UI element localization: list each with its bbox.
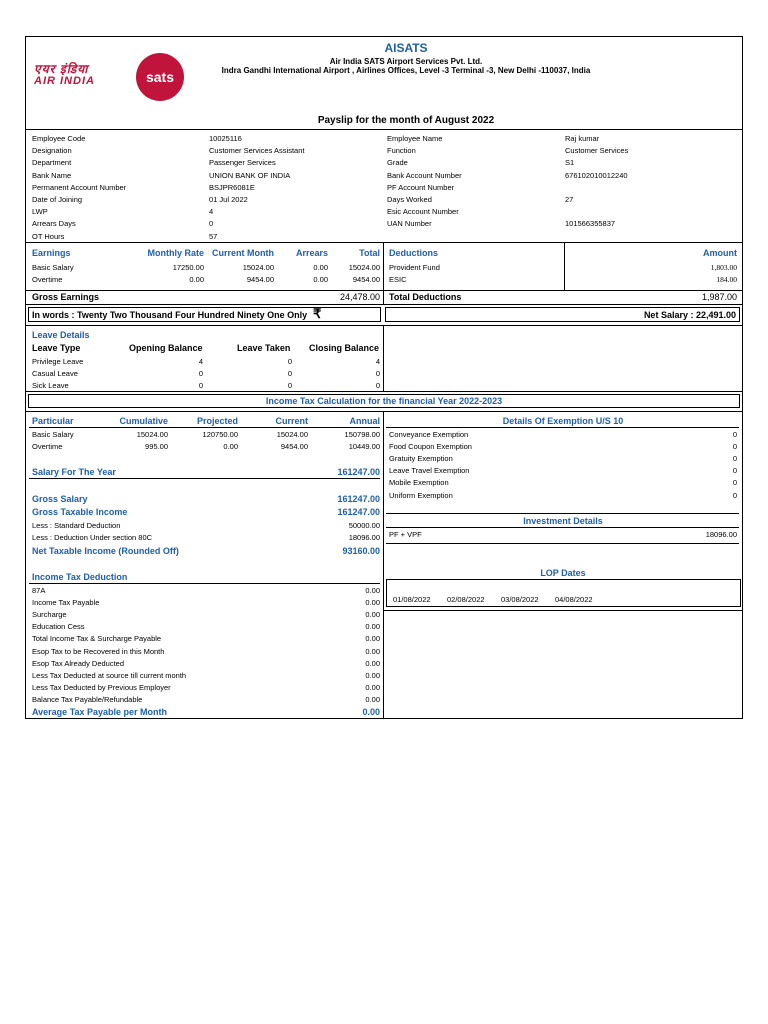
net-salary-text: Net Salary : 22,491.00 xyxy=(643,310,736,320)
gross-salary-value: 161247.00 xyxy=(337,494,380,504)
particular-name: Basic Salary xyxy=(32,430,74,439)
particular-current: 15024.00 xyxy=(276,430,308,439)
employee-field-label: LWP xyxy=(32,207,48,217)
net-taxable-label: Net Taxable Income (Rounded Off) xyxy=(32,546,179,556)
particular-projected: 120750.00 xyxy=(202,430,238,439)
exemption-value: 0 xyxy=(732,490,737,500)
avg-tax-label: Average Tax Payable per Month xyxy=(32,707,168,717)
particular-annual: 150798.00 xyxy=(344,430,380,439)
particular-cumulative: 995.00 xyxy=(145,442,168,451)
projected-header: Projected xyxy=(196,416,238,426)
employee-field-value: Raj kumar xyxy=(565,134,600,143)
exemption-value: 0 xyxy=(732,454,737,464)
less-item-label: Less : Deduction Under section 80C xyxy=(32,533,153,542)
employee-field-value: 101566355837 xyxy=(565,219,616,229)
exemption-value: 0 xyxy=(732,466,737,476)
employee-field-value: S1 xyxy=(565,158,575,168)
tax-item-label: Income Tax Payable xyxy=(32,598,100,608)
lop-date: 02/08/2022 xyxy=(447,595,485,604)
investment-title: Investment Details xyxy=(523,516,603,526)
tax-item-value: 0.00 xyxy=(365,670,380,680)
tax-item-label: Total Income Tax & Surcharge Payable xyxy=(32,634,162,644)
tax-item-value: 0.00 xyxy=(365,658,380,668)
page-title: Payslip for the month of August 2022 xyxy=(317,115,495,126)
lop-dates-box xyxy=(386,579,741,607)
employee-field-label: OT Hours xyxy=(32,231,65,241)
logo-hindi-text: एयर इंडिया xyxy=(34,62,89,76)
particular-projected: 0.00 xyxy=(223,442,238,451)
employee-field-value: UNION BANK OF INDIA xyxy=(209,170,291,180)
current-header: Current xyxy=(275,416,308,426)
employee-field-value: 0 xyxy=(209,219,214,229)
deduction-name: Provident Fund xyxy=(389,263,440,272)
salary-for-year-label: Salary For The Year xyxy=(32,467,116,477)
investment-value: 18096.00 xyxy=(705,530,737,539)
deduction-amount: 1,803.00 xyxy=(710,263,737,272)
earning-arrears: 0.00 xyxy=(313,263,328,272)
employee-field-value: BSJPR6081E xyxy=(209,182,255,192)
net-taxable-value: 93160.00 xyxy=(342,546,380,556)
leave-opening: 4 xyxy=(198,357,203,366)
exemption-label: Gratuity Exemption xyxy=(389,454,453,464)
employee-field-label: Esic Account Number xyxy=(387,207,459,217)
deduction-name: ESIC xyxy=(389,275,407,284)
leave-details-title: Leave Details xyxy=(32,330,90,340)
tax-item-value: 0.00 xyxy=(365,682,380,692)
earning-name: Basic Salary xyxy=(32,263,74,272)
company-address: Indra Gandhi International Airport , Airlines Offices, Level -3 Terminal -3, New Delhi -110037, India xyxy=(221,66,591,75)
total-header: Total xyxy=(359,248,380,258)
current-month-header: Current Month xyxy=(212,248,274,258)
employee-field-label: UAN Number xyxy=(387,219,432,229)
tax-item-value: 0.00 xyxy=(365,586,380,595)
particular-current: 9454.00 xyxy=(280,442,308,451)
employee-field-label: Designation xyxy=(32,146,72,156)
employee-field-value: 4 xyxy=(209,207,214,217)
leave-closing: 0 xyxy=(375,381,380,390)
tax-item-label: Surcharge xyxy=(32,610,67,620)
leave-closing: 4 xyxy=(375,357,380,366)
gross-taxable-label: Gross Taxable Income xyxy=(32,507,128,517)
lop-date: 03/08/2022 xyxy=(501,595,539,604)
tax-item-label: Less Tax Deducted at source till current month xyxy=(32,670,187,680)
tax-item-value: 0.00 xyxy=(365,646,380,656)
employee-field-value: 57 xyxy=(209,231,218,241)
exemption-label: Food Coupon Exemption xyxy=(389,442,472,452)
employee-field-value: Customer Services Assistant xyxy=(209,146,305,156)
particular-annual: 10449.00 xyxy=(348,442,380,451)
employee-field-label: Bank Name xyxy=(32,170,72,180)
leave-type: Casual Leave xyxy=(32,369,78,378)
earning-current-month: 15024.00 xyxy=(242,263,274,272)
employee-field-label: Department xyxy=(32,158,72,168)
particular-header: Particular xyxy=(32,416,74,426)
in-words-text: In words : Twenty Two Thousand Four Hundred Ninety One Only xyxy=(32,310,308,320)
earning-total: 15024.00 xyxy=(348,263,380,272)
tax-item-value: 0.00 xyxy=(365,634,380,644)
exemption-label: Uniform Exemption xyxy=(389,490,453,500)
leave-taken-header: Leave Taken xyxy=(237,343,291,353)
lop-date: 04/08/2022 xyxy=(555,595,593,604)
exemption-value: 0 xyxy=(732,478,737,488)
net-salary-box xyxy=(385,307,740,322)
exemption-label: Conveyance Exemption xyxy=(389,430,469,439)
earning-arrears: 0.00 xyxy=(313,275,328,284)
employee-field-label: Function xyxy=(387,146,416,156)
deduction-amount: 184.00 xyxy=(716,275,737,284)
tax-item-label: 87A xyxy=(32,586,46,595)
earnings-header: Earnings xyxy=(32,248,71,258)
total-deductions-value: 1,987.00 xyxy=(701,292,737,302)
exemption-value: 0 xyxy=(732,430,737,439)
avg-tax-value: 0.00 xyxy=(362,707,380,717)
leave-opening: 0 xyxy=(198,369,203,378)
leave-closing: 0 xyxy=(375,369,380,378)
rupee-icon: ₹ xyxy=(313,306,322,321)
particular-cumulative: 15024.00 xyxy=(136,430,168,439)
employee-field-value: Customer Services xyxy=(565,146,629,156)
earning-monthly-rate: 17250.00 xyxy=(172,263,204,272)
earning-monthly-rate: 0.00 xyxy=(189,275,204,284)
sats-logo-text: sats xyxy=(145,69,175,85)
tax-item-value: 0.00 xyxy=(365,598,380,608)
gross-taxable-value: 161247.00 xyxy=(337,507,380,517)
in-words-box xyxy=(28,307,381,322)
deductions-table xyxy=(384,244,742,290)
income-tax-title-box xyxy=(28,394,740,408)
leave-taken: 0 xyxy=(287,369,292,378)
exemption-value: 0 xyxy=(732,442,737,452)
cumulative-header: Cumulative xyxy=(119,416,168,426)
less-item-value: 50000.00 xyxy=(348,521,380,530)
employee-field-value: 676102010012240 xyxy=(565,170,628,180)
exemption-title: Details Of Exemption U/S 10 xyxy=(502,416,624,426)
earnings-table xyxy=(26,244,383,290)
opening-balance-header: Opening Balance xyxy=(129,343,203,353)
leave-opening: 0 xyxy=(198,381,203,390)
sats-logo xyxy=(136,53,184,101)
total-deductions-label: Total Deductions xyxy=(389,292,462,302)
annual-header: Annual xyxy=(349,416,380,426)
income-tax-title: Income Tax Calculation for the financial Year 2022-2023 xyxy=(265,396,503,406)
tax-item-value: 0.00 xyxy=(365,694,380,704)
tax-item-value: 0.00 xyxy=(365,610,380,620)
employee-field-label: Date of Joining xyxy=(32,195,83,204)
tax-item-value: 0.00 xyxy=(365,622,380,632)
deductions-header: Deductions xyxy=(389,248,439,258)
employee-field-value: 27 xyxy=(565,195,574,204)
lop-dates-title: LOP Dates xyxy=(540,568,586,578)
income-tax-deduction-title: Income Tax Deduction xyxy=(32,572,128,582)
exemption-label: Leave Travel Exemption xyxy=(389,466,470,476)
investment-label: PF + VPF xyxy=(389,530,422,539)
employee-field-label: Employee Name xyxy=(387,134,443,143)
leave-taken: 0 xyxy=(287,381,292,390)
payslip-sheet xyxy=(25,36,743,719)
employee-field-value: Passenger Services xyxy=(209,158,276,168)
earning-current-month: 9454.00 xyxy=(246,275,274,284)
tax-item-label: Balance Tax Payable/Refundable xyxy=(32,694,143,704)
tax-item-label: Less Tax Deducted by Previous Employer xyxy=(32,682,171,692)
employee-field-label: PF Account Number xyxy=(387,182,455,192)
tax-item-label: Esop Tax Already Deducted xyxy=(32,658,125,668)
tax-item-label: Education Cess xyxy=(32,622,85,632)
company-name: AISATS xyxy=(384,41,428,55)
leave-type: Sick Leave xyxy=(32,381,69,390)
employee-field-value: 01 Jul 2022 xyxy=(209,195,248,204)
salary-for-year-value: 161247.00 xyxy=(337,467,380,477)
tax-item-label: Esop Tax to be Recovered in this Month xyxy=(32,646,165,656)
earning-total: 9454.00 xyxy=(352,275,380,284)
employee-field-label: Employee Code xyxy=(32,134,86,143)
gross-earnings-value: 24,478.00 xyxy=(339,292,380,302)
less-item-value: 18096.00 xyxy=(348,533,380,542)
employee-field-label: Bank Account Number xyxy=(387,170,462,180)
leave-taken: 0 xyxy=(287,357,292,366)
closing-balance-header: Closing Balance xyxy=(309,343,380,353)
amount-header: Amount xyxy=(703,248,737,258)
gross-salary-label: Gross Salary xyxy=(32,494,88,504)
monthly-rate-header: Monthly Rate xyxy=(147,248,204,258)
lop-date: 01/08/2022 xyxy=(393,595,431,604)
employee-field-label: Grade xyxy=(387,158,408,168)
leave-type: Privilege Leave xyxy=(32,357,84,366)
logo-english-text: AIR INDIA xyxy=(34,75,95,87)
company-full-name: Air India SATS Airport Services Pvt. Ltd. xyxy=(329,57,483,66)
earning-name: Overtime xyxy=(32,275,63,284)
particular-name: Overtime xyxy=(32,442,63,451)
air-india-logo xyxy=(34,63,130,89)
exemption-label: Mobile Exemption xyxy=(389,478,449,488)
employee-field-label: Arrears Days xyxy=(32,219,76,229)
arrears-header: Arrears xyxy=(295,248,328,258)
leave-type-header: Leave Type xyxy=(32,343,81,353)
employee-field-label: Permanent Account Number xyxy=(32,182,127,192)
less-item-label: Less : Standard Deduction xyxy=(32,521,121,530)
gross-earnings-label: Gross Earnings xyxy=(32,292,100,302)
employee-field-value: 10025116 xyxy=(209,134,242,143)
employee-field-label: Days Worked xyxy=(387,195,432,204)
